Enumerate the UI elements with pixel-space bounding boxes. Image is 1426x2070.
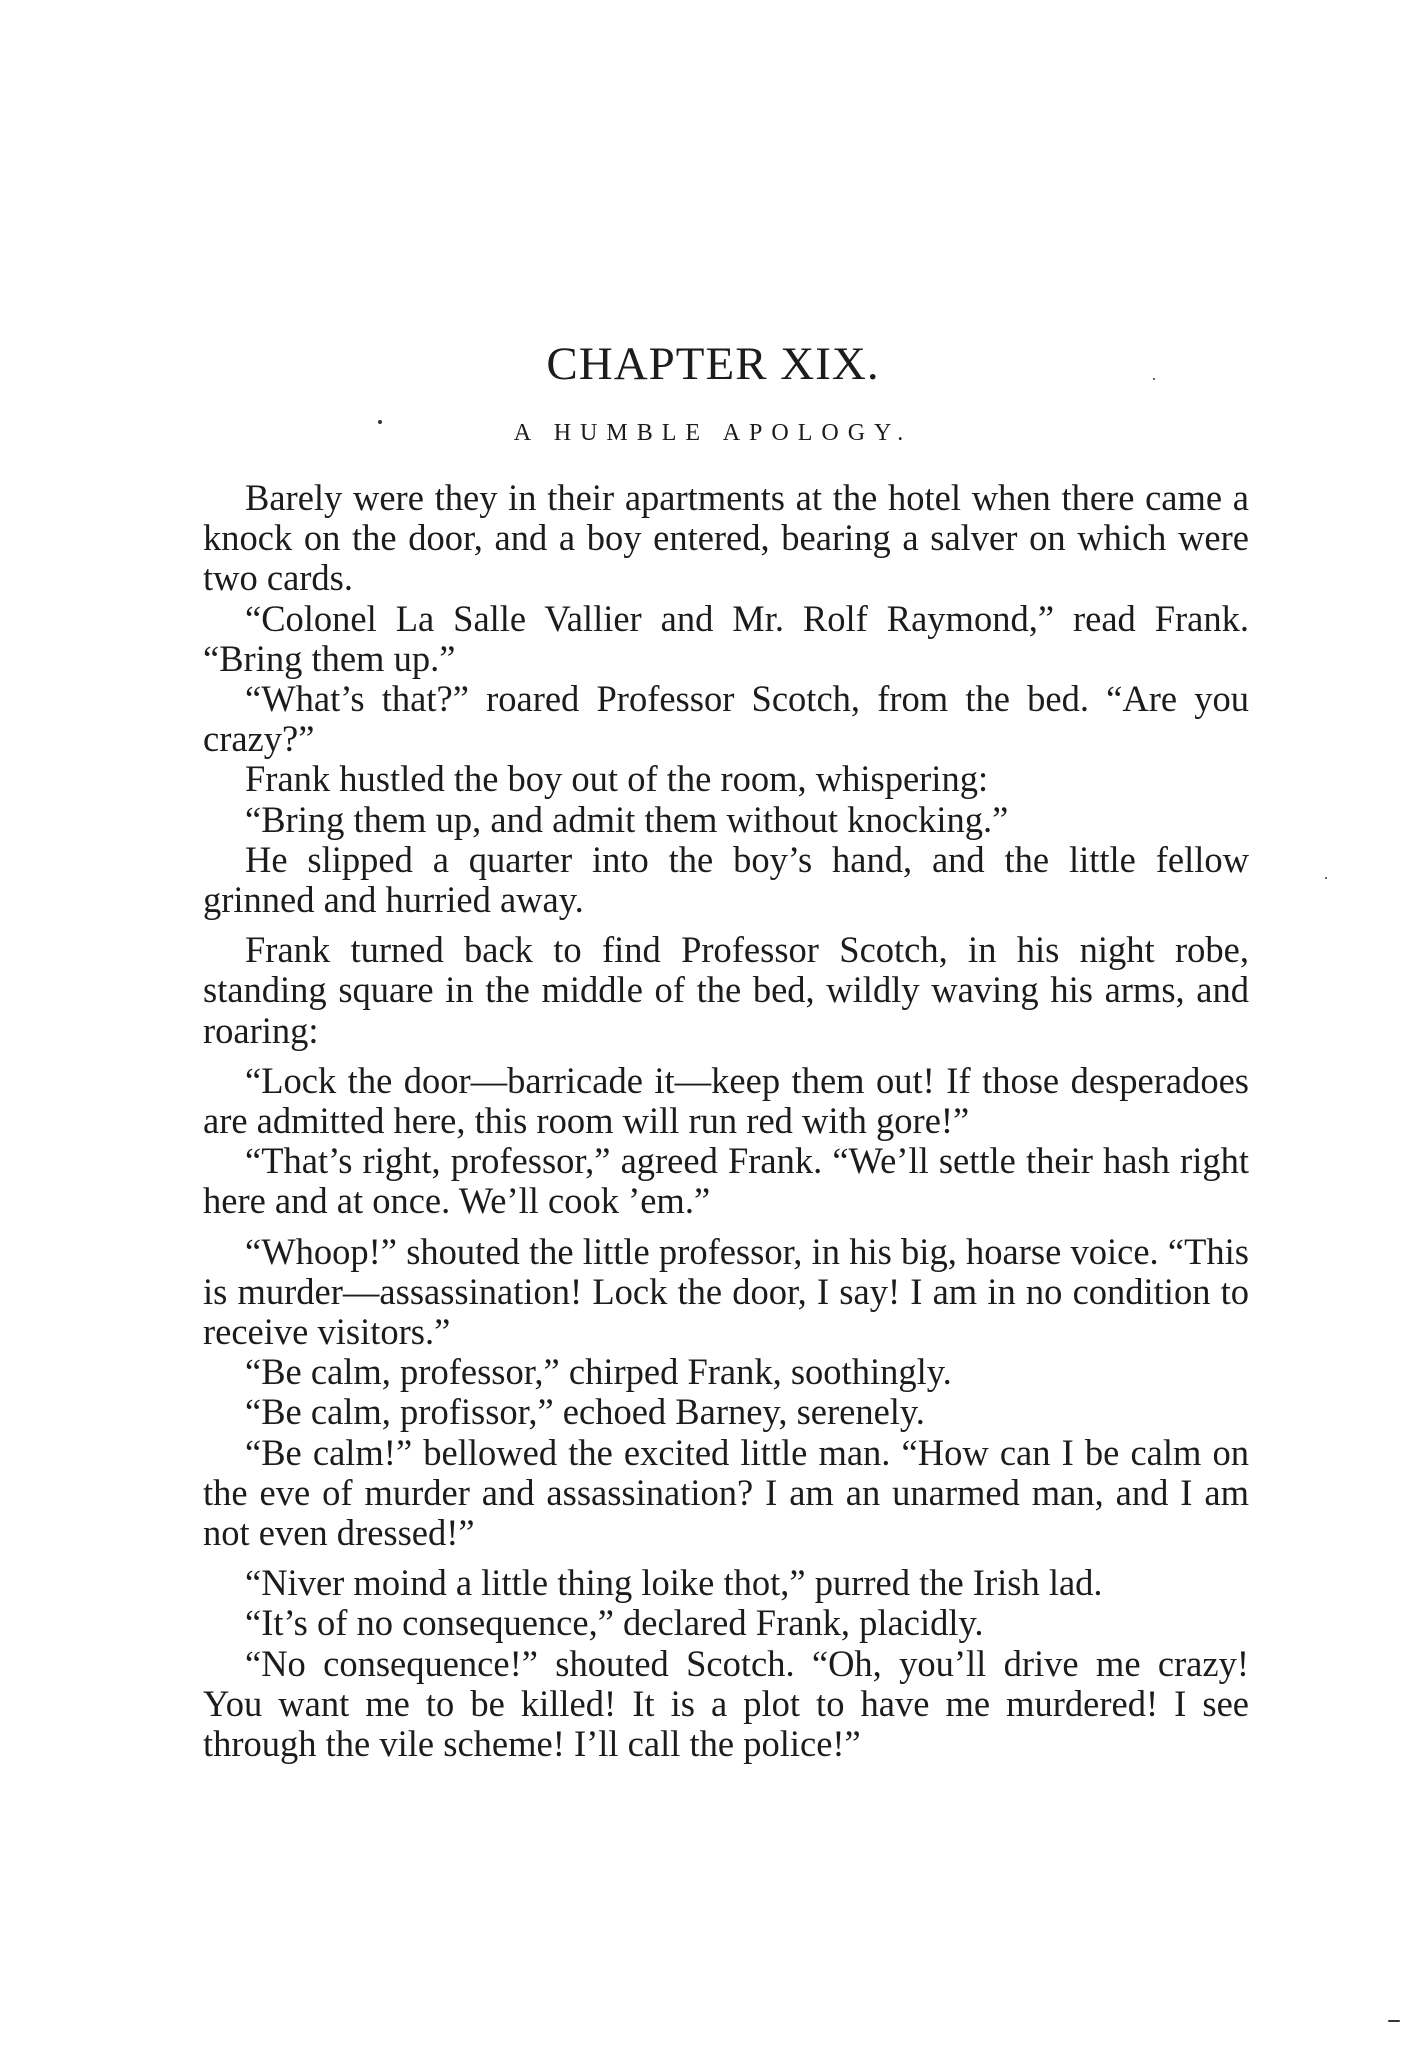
paragraph: “Colonel La Salle Vallier and Mr. Rolf Raymond,” read Frank. “Bring them up.”	[203, 597, 1249, 679]
paragraph: Frank turned back to find Professor Scotch, in his night robe, standing square in the middle of the bed, wildly waving his arms, and roaring:	[203, 929, 1249, 1051]
paragraph: He slipped a quarter into the boy’s hand, and the little fellow grinned and hurried away.	[203, 838, 1249, 921]
paragraph: “Bring them up, and admit them without knocking.”	[245, 798, 1009, 840]
paragraph: “Be calm, professor,” chirped Frank, soothingly.	[245, 1351, 952, 1393]
paragraph: “That’s right, professor,” agreed Frank. “We’ll settle their hash right here and at once. We’ll cook ’em.”	[203, 1140, 1249, 1222]
print-speck	[378, 420, 382, 424]
paragraph: “It’s of no consequence,” declared Frank, placidly.	[245, 1602, 984, 1644]
chapter-subtitle: A HUMBLE APOLOGY.	[513, 420, 913, 446]
paragraph: “Lock the door—barricade it—keep them out! If those desperadoes are admitted here, this room will run red with gore!”	[203, 1059, 1249, 1142]
paragraph: “Whoop!” shouted the little professor, in his big, hoarse voice. “This is murder—assassination! Lock the door, I say! I am in no condition to receive visitors.”	[203, 1230, 1249, 1353]
paragraph: Barely were they in their apartments at the hotel when there came a knock on the door, and a boy entered, bearing a salver on which were two cards.	[203, 477, 1249, 599]
paragraph: “No consequence!” shouted Scotch. “Oh, you’ll drive me crazy! You want me to be killed! It is a plot to have me murdered! I see through the vile scheme! I’ll call the police!”	[203, 1642, 1249, 1765]
print-speck	[1153, 378, 1155, 380]
paragraph: Frank hustled the boy out of the room, whispering:	[245, 758, 989, 800]
chapter-body	[203, 478, 1249, 1764]
paragraph: “Niver moind a little thing loike thot,” purred the Irish lad.	[245, 1562, 1103, 1604]
print-speck	[1388, 2020, 1400, 2022]
paragraph: “What’s that?” roared Professor Scotch, from the bed. “Are you crazy?”	[203, 678, 1249, 760]
paragraph: “Be calm!” bellowed the excited little man. “How can I be calm on the eve of murder and assassination? I am an unarmed man, and I am not even dressed!”	[203, 1431, 1249, 1554]
paragraph: “Be calm, profissor,” echoed Barney, serenely.	[245, 1391, 925, 1433]
print-speck	[1325, 877, 1327, 879]
chapter-title: CHAPTER XIX.	[546, 338, 880, 390]
